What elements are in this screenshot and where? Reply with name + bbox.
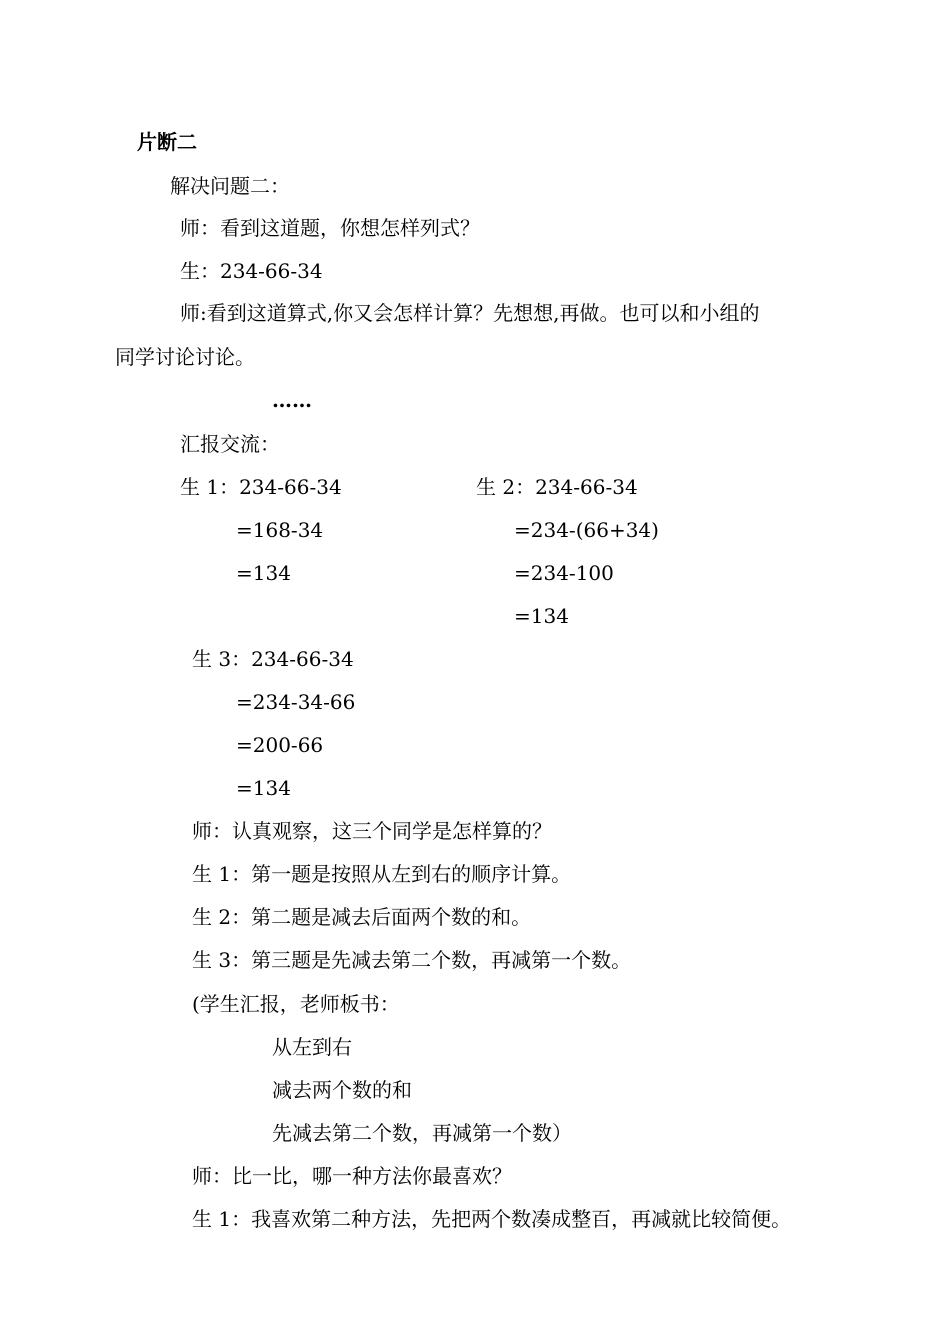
student3-step: =134 (236, 776, 291, 800)
teacher-question-4: 师：比一比，哪一种方法你最喜欢？ (192, 1164, 512, 1188)
student2-step: =134 (514, 604, 569, 628)
student1-step: =168-34 (236, 518, 324, 542)
student-answer-1: 生：234-66-34 (180, 259, 323, 283)
student2-step: =234-(66+34) (514, 518, 659, 542)
section-title: 片断二 (137, 130, 197, 154)
teacher-question-1: 师：看到这道题，你想怎样列式？ (180, 216, 480, 240)
student1-step: =134 (236, 561, 291, 585)
teacher-question-2-line2: 同学讨论讨论。 (115, 345, 255, 369)
ellipsis: …… (272, 388, 312, 412)
student2-expression: 生 2：234-66-34 (476, 475, 638, 499)
problem-heading: 解决问题二： (170, 174, 290, 198)
student-answer-a2: 生 2：第二题是减去后面两个数的和。 (192, 905, 532, 929)
report-heading: 汇报交流： (180, 432, 280, 456)
student2-step: =234-100 (514, 561, 614, 585)
teacher-question-3: 师：认真观察，这三个同学是怎样算的？ (192, 819, 552, 843)
student-answer-a4: 生 1：我喜欢第二种方法，先把两个数凑成整百，再减就比较简便。 (192, 1207, 792, 1231)
student3-step: =234-34-66 (236, 690, 356, 714)
student-answer-a1: 生 1：第一题是按照从左到右的顺序计算。 (192, 862, 572, 886)
board-intro: (学生汇报，老师板书： (192, 992, 400, 1016)
student3-expression: 生 3：234-66-34 (192, 647, 354, 671)
teacher-question-2-line1: 师:看到这道算式,你又会怎样计算？先想想,再做。也可以和小组的 (180, 301, 760, 325)
board-item: 减去两个数的和 (272, 1078, 412, 1102)
student-answer-a3: 生 3：第三题是先减去第二个数，再减第一个数。 (192, 948, 632, 972)
board-item: 从左到右 (272, 1035, 352, 1059)
board-item: 先减去第二个数，再减第一个数） (272, 1121, 572, 1145)
student3-step: =200-66 (236, 733, 324, 757)
student1-expression: 生 1：234-66-34 (180, 475, 342, 499)
